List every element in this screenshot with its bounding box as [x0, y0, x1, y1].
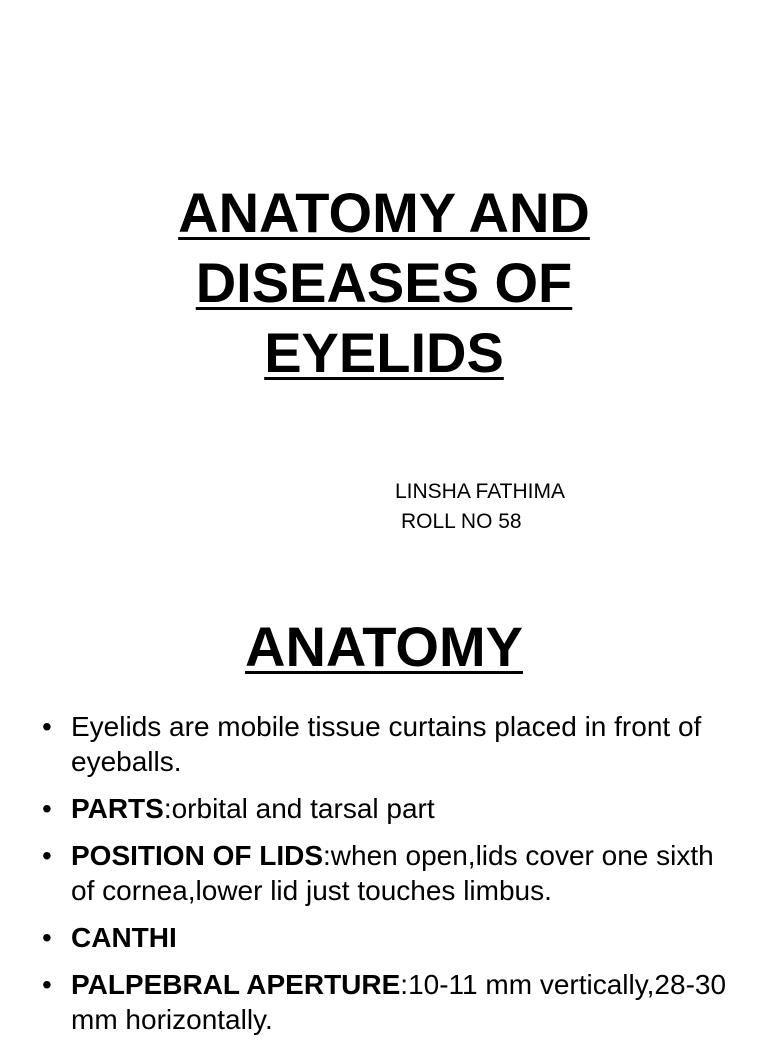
- author-name: LINSHA FATHIMA: [395, 480, 565, 503]
- bullet-list: [0, 709, 768, 1049]
- title-line-1: ANATOMY AND: [178, 181, 590, 244]
- title-line-2: DISEASES OF: [195, 251, 573, 314]
- title-line-3: EYELIDS: [264, 321, 504, 384]
- bullet-text: :10-11 mm vertically,28-30 mm horizontally.: [71, 969, 727, 1035]
- bullet-bold-term: PARTS: [71, 793, 164, 824]
- bullet-bold-term: PALPEBRAL APERTURE: [71, 969, 401, 1000]
- bullet-text: Eyelids are mobile tissue curtains placed in front of eyeballs.: [71, 711, 702, 777]
- bullet-marker: •: [42, 969, 52, 1000]
- bullet-marker: •: [42, 793, 52, 824]
- bullet-bold-term: POSITION OF LIDS: [71, 840, 324, 871]
- bullet-marker: •: [42, 711, 52, 742]
- roll-number: ROLL NO 58: [401, 510, 522, 533]
- bullet-item: [0, 791, 768, 826]
- bullet-text: :orbital and tarsal part: [163, 793, 435, 824]
- bullet-text: :when open,lids cover one sixth of cornea,lower lid just touches limbus.: [71, 840, 714, 906]
- bullet-item: [0, 709, 768, 779]
- bullet-item: [0, 920, 768, 955]
- bullet-marker: •: [42, 922, 52, 953]
- section-heading: ANATOMY: [245, 615, 523, 678]
- bullet-item: [0, 838, 768, 908]
- bullet-item: [0, 967, 768, 1037]
- author-block: [395, 477, 565, 537]
- bullet-bold-term: CANTHI: [71, 922, 177, 953]
- bullet-marker: •: [42, 840, 52, 871]
- slide-title: [0, 178, 768, 388]
